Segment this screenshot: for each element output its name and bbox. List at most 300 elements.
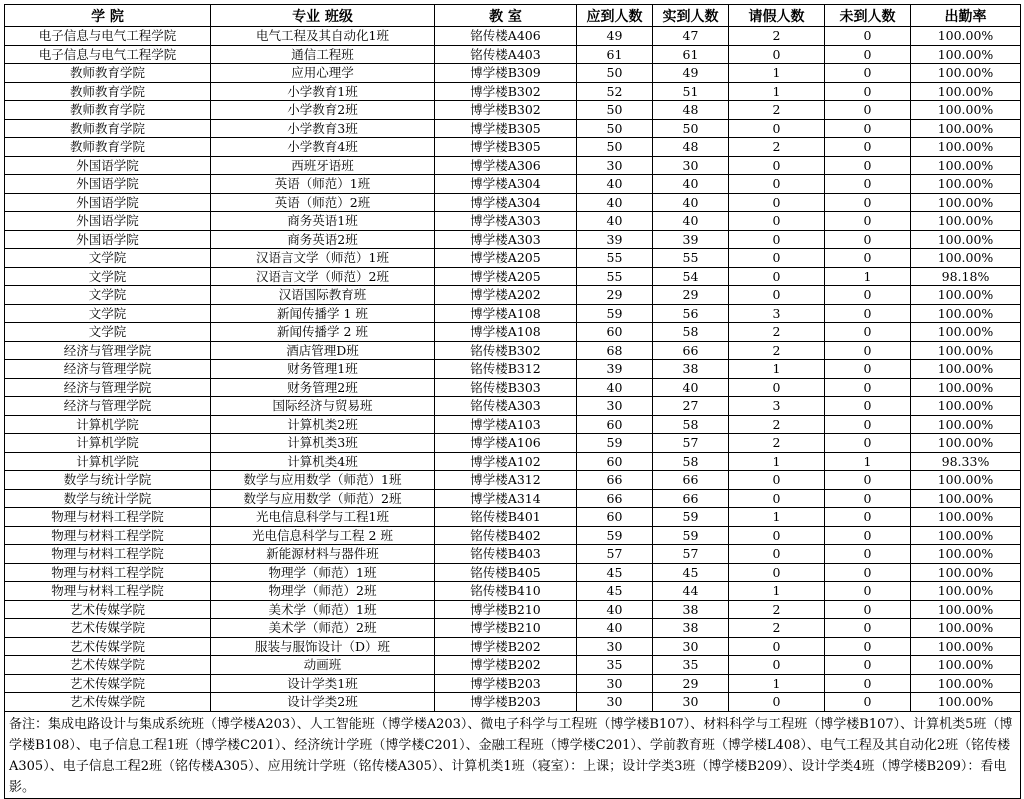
- cell-expected: 35: [577, 656, 653, 675]
- cell-expected: 45: [577, 582, 653, 601]
- cell-leave: 0: [729, 489, 825, 508]
- cell-attendance-rate: 100.00%: [911, 545, 1021, 564]
- cell-attendance-rate: 100.00%: [911, 230, 1021, 249]
- cell-major-class: 服装与服饰设计（D）班: [211, 637, 435, 656]
- cell-classroom: 博学楼B305: [435, 138, 577, 157]
- cell-attendance-rate: 100.00%: [911, 619, 1021, 638]
- cell-classroom: 博学楼A103: [435, 415, 577, 434]
- cell-expected: 59: [577, 526, 653, 545]
- table-row: [5, 64, 1021, 83]
- cell-present: 29: [653, 674, 729, 693]
- cell-leave: 0: [729, 267, 825, 286]
- table-row: [5, 323, 1021, 342]
- header-absent: 未到人数: [825, 5, 911, 27]
- cell-present: 49: [653, 64, 729, 83]
- cell-major-class: 物理学（师范）1班: [211, 563, 435, 582]
- cell-absent: 0: [825, 64, 911, 83]
- cell-expected: 50: [577, 101, 653, 120]
- cell-leave: 0: [729, 545, 825, 564]
- cell-leave: 0: [729, 637, 825, 656]
- table-row: [5, 471, 1021, 490]
- cell-present: 59: [653, 508, 729, 527]
- cell-absent: 0: [825, 415, 911, 434]
- cell-absent: 0: [825, 619, 911, 638]
- cell-college: 教师教育学院: [5, 64, 211, 83]
- table-row: [5, 637, 1021, 656]
- cell-absent: 0: [825, 563, 911, 582]
- cell-major-class: 财务管理1班: [211, 360, 435, 379]
- cell-present: 40: [653, 175, 729, 194]
- cell-college: 物理与材料工程学院: [5, 545, 211, 564]
- cell-major-class: 英语（师范）1班: [211, 175, 435, 194]
- cell-major-class: 商务英语2班: [211, 230, 435, 249]
- cell-major-class: 数学与应用数学（师范）2班: [211, 489, 435, 508]
- cell-leave: 1: [729, 452, 825, 471]
- cell-leave: 0: [729, 563, 825, 582]
- cell-classroom: 博学楼B210: [435, 619, 577, 638]
- cell-classroom: 博学楼A205: [435, 249, 577, 268]
- cell-classroom: 铭传楼B410: [435, 582, 577, 601]
- cell-classroom: 博学楼B202: [435, 637, 577, 656]
- cell-present: 59: [653, 526, 729, 545]
- note-row: [5, 711, 1021, 798]
- cell-leave: 2: [729, 619, 825, 638]
- cell-attendance-rate: 100.00%: [911, 156, 1021, 175]
- cell-present: 39: [653, 230, 729, 249]
- cell-major-class: 设计学类2班: [211, 693, 435, 712]
- cell-major-class: 数学与应用数学（师范）1班: [211, 471, 435, 490]
- cell-classroom: 博学楼B309: [435, 64, 577, 83]
- table-row: [5, 656, 1021, 675]
- cell-leave: 0: [729, 45, 825, 64]
- header-major-class: 专业 班级: [211, 5, 435, 27]
- table-row: [5, 582, 1021, 601]
- cell-leave: 3: [729, 397, 825, 416]
- cell-absent: 0: [825, 471, 911, 490]
- cell-absent: 0: [825, 323, 911, 342]
- cell-leave: 0: [729, 656, 825, 675]
- cell-leave: 2: [729, 415, 825, 434]
- cell-expected: 40: [577, 619, 653, 638]
- cell-absent: 0: [825, 156, 911, 175]
- cell-classroom: 博学楼A108: [435, 323, 577, 342]
- cell-leave: 1: [729, 674, 825, 693]
- cell-leave: 0: [729, 119, 825, 138]
- cell-absent: 0: [825, 249, 911, 268]
- cell-major-class: 物理学（师范）2班: [211, 582, 435, 601]
- cell-classroom: 博学楼B202: [435, 656, 577, 675]
- cell-attendance-rate: 100.00%: [911, 526, 1021, 545]
- cell-expected: 29: [577, 286, 653, 305]
- cell-attendance-rate: 100.00%: [911, 193, 1021, 212]
- cell-college: 经济与管理学院: [5, 397, 211, 416]
- cell-leave: 2: [729, 434, 825, 453]
- cell-present: 30: [653, 693, 729, 712]
- table-row: [5, 341, 1021, 360]
- cell-present: 47: [653, 27, 729, 46]
- cell-classroom: 铭传楼B405: [435, 563, 577, 582]
- cell-present: 61: [653, 45, 729, 64]
- table-row: [5, 508, 1021, 527]
- table-row: [5, 378, 1021, 397]
- table-row: [5, 360, 1021, 379]
- cell-absent: 0: [825, 45, 911, 64]
- cell-classroom: 铭传楼B403: [435, 545, 577, 564]
- cell-classroom: 博学楼A102: [435, 452, 577, 471]
- cell-leave: 0: [729, 175, 825, 194]
- cell-major-class: 电气工程及其自动化1班: [211, 27, 435, 46]
- cell-expected: 50: [577, 138, 653, 157]
- cell-classroom: 博学楼A205: [435, 267, 577, 286]
- cell-major-class: 汉语言文学（师范）1班: [211, 249, 435, 268]
- cell-major-class: 汉语言文学（师范）2班: [211, 267, 435, 286]
- cell-present: 51: [653, 82, 729, 101]
- cell-expected: 45: [577, 563, 653, 582]
- cell-expected: 66: [577, 489, 653, 508]
- cell-leave: 2: [729, 101, 825, 120]
- cell-college: 文学院: [5, 267, 211, 286]
- cell-attendance-rate: 98.33%: [911, 452, 1021, 471]
- cell-leave: 1: [729, 508, 825, 527]
- cell-expected: 40: [577, 378, 653, 397]
- cell-classroom: 博学楼A312: [435, 471, 577, 490]
- cell-classroom: 博学楼A304: [435, 175, 577, 194]
- cell-college: 文学院: [5, 323, 211, 342]
- cell-absent: 0: [825, 138, 911, 157]
- cell-expected: 40: [577, 193, 653, 212]
- cell-attendance-rate: 100.00%: [911, 138, 1021, 157]
- table-row: [5, 27, 1021, 46]
- cell-college: 经济与管理学院: [5, 341, 211, 360]
- cell-major-class: 动画班: [211, 656, 435, 675]
- cell-absent: 0: [825, 378, 911, 397]
- header-classroom: 教 室: [435, 5, 577, 27]
- cell-expected: 30: [577, 156, 653, 175]
- cell-classroom: 博学楼A202: [435, 286, 577, 305]
- cell-college: 外国语学院: [5, 156, 211, 175]
- table-row: [5, 138, 1021, 157]
- cell-absent: 0: [825, 101, 911, 120]
- cell-college: 物理与材料工程学院: [5, 526, 211, 545]
- cell-college: 外国语学院: [5, 230, 211, 249]
- cell-attendance-rate: 100.00%: [911, 360, 1021, 379]
- cell-major-class: 商务英语1班: [211, 212, 435, 231]
- cell-attendance-rate: 100.00%: [911, 82, 1021, 101]
- table-row: [5, 397, 1021, 416]
- table-row: [5, 267, 1021, 286]
- cell-college: 计算机学院: [5, 452, 211, 471]
- cell-absent: 0: [825, 434, 911, 453]
- cell-absent: 0: [825, 674, 911, 693]
- cell-college: 艺术传媒学院: [5, 619, 211, 638]
- cell-classroom: 博学楼A304: [435, 193, 577, 212]
- cell-attendance-rate: 100.00%: [911, 582, 1021, 601]
- cell-absent: 0: [825, 175, 911, 194]
- cell-absent: 0: [825, 27, 911, 46]
- cell-present: 40: [653, 212, 729, 231]
- cell-expected: 39: [577, 360, 653, 379]
- cell-absent: 0: [825, 693, 911, 712]
- cell-expected: 30: [577, 693, 653, 712]
- cell-leave: 0: [729, 156, 825, 175]
- cell-absent: 1: [825, 452, 911, 471]
- cell-leave: 1: [729, 82, 825, 101]
- note-text: 备注：集成电路设计与集成系统班（博学楼A203）、人工智能班（博学楼A203）、微电子科学与工程班（博学楼B107）、材料科学与工程班（博学楼B107）、计算机类5班（博学楼B108）、电子信息工程1班（博学楼C201）、经济统计学班（博学楼C201）、金融工程班（博学楼C201）、学前教育班（博学楼L408）、电气工程及其自动化2班（铭传楼A305）、电子信息工程2班（铭传楼A305）、应用统计学班（铭传楼A305）、计算机类1班（寝室）：上课；设计学类3班（博学楼B209）、设计学类4班（博学楼B209）：看电影。: [5, 711, 1021, 798]
- cell-attendance-rate: 100.00%: [911, 656, 1021, 675]
- cell-absent: 0: [825, 230, 911, 249]
- cell-college: 教师教育学院: [5, 101, 211, 120]
- header-expected: 应到人数: [577, 5, 653, 27]
- cell-college: 物理与材料工程学院: [5, 582, 211, 601]
- cell-attendance-rate: 100.00%: [911, 674, 1021, 693]
- cell-attendance-rate: 98.18%: [911, 267, 1021, 286]
- header-row: [5, 5, 1021, 27]
- cell-college: 艺术传媒学院: [5, 693, 211, 712]
- cell-expected: 50: [577, 64, 653, 83]
- cell-expected: 55: [577, 249, 653, 268]
- table-row: [5, 693, 1021, 712]
- table-row: [5, 563, 1021, 582]
- cell-classroom: 博学楼B305: [435, 119, 577, 138]
- table-row: [5, 249, 1021, 268]
- cell-expected: 40: [577, 175, 653, 194]
- cell-major-class: 通信工程班: [211, 45, 435, 64]
- cell-major-class: 计算机类3班: [211, 434, 435, 453]
- cell-present: 30: [653, 156, 729, 175]
- cell-classroom: 博学楼B203: [435, 674, 577, 693]
- cell-attendance-rate: 100.00%: [911, 563, 1021, 582]
- cell-leave: 0: [729, 286, 825, 305]
- cell-leave: 0: [729, 193, 825, 212]
- cell-expected: 30: [577, 637, 653, 656]
- cell-expected: 66: [577, 471, 653, 490]
- table-row: [5, 212, 1021, 231]
- table-row: [5, 45, 1021, 64]
- table-row: [5, 304, 1021, 323]
- table-row: [5, 101, 1021, 120]
- cell-major-class: 新能源材料与器件班: [211, 545, 435, 564]
- cell-present: 38: [653, 600, 729, 619]
- cell-present: 40: [653, 378, 729, 397]
- cell-expected: 49: [577, 27, 653, 46]
- cell-classroom: 铭传楼B302: [435, 341, 577, 360]
- cell-attendance-rate: 100.00%: [911, 489, 1021, 508]
- cell-present: 27: [653, 397, 729, 416]
- cell-expected: 59: [577, 434, 653, 453]
- cell-classroom: 博学楼B210: [435, 600, 577, 619]
- cell-classroom: 博学楼B203: [435, 693, 577, 712]
- cell-college: 数学与统计学院: [5, 471, 211, 490]
- cell-college: 艺术传媒学院: [5, 637, 211, 656]
- cell-classroom: 博学楼A303: [435, 212, 577, 231]
- cell-attendance-rate: 100.00%: [911, 434, 1021, 453]
- cell-attendance-rate: 100.00%: [911, 64, 1021, 83]
- cell-major-class: 应用心理学: [211, 64, 435, 83]
- cell-classroom: 铭传楼A403: [435, 45, 577, 64]
- cell-expected: 61: [577, 45, 653, 64]
- cell-attendance-rate: 100.00%: [911, 249, 1021, 268]
- cell-major-class: 美术学（师范）2班: [211, 619, 435, 638]
- cell-leave: 0: [729, 249, 825, 268]
- cell-present: 44: [653, 582, 729, 601]
- cell-major-class: 小学教育2班: [211, 101, 435, 120]
- cell-college: 数学与统计学院: [5, 489, 211, 508]
- cell-present: 55: [653, 249, 729, 268]
- cell-absent: 0: [825, 193, 911, 212]
- table-row: [5, 674, 1021, 693]
- cell-major-class: 英语（师范）2班: [211, 193, 435, 212]
- cell-major-class: 美术学（师范）1班: [211, 600, 435, 619]
- cell-present: 48: [653, 101, 729, 120]
- cell-college: 艺术传媒学院: [5, 674, 211, 693]
- cell-classroom: 博学楼B302: [435, 101, 577, 120]
- cell-leave: 2: [729, 600, 825, 619]
- cell-classroom: 铭传楼B312: [435, 360, 577, 379]
- attendance-sheet: [4, 4, 1020, 799]
- header-college: 学 院: [5, 5, 211, 27]
- cell-absent: 0: [825, 360, 911, 379]
- cell-attendance-rate: 100.00%: [911, 286, 1021, 305]
- cell-present: 48: [653, 138, 729, 157]
- cell-major-class: 新闻传播学 1 班: [211, 304, 435, 323]
- cell-major-class: 酒店管理D班: [211, 341, 435, 360]
- cell-leave: 3: [729, 304, 825, 323]
- cell-absent: 0: [825, 637, 911, 656]
- cell-expected: 68: [577, 341, 653, 360]
- cell-present: 30: [653, 637, 729, 656]
- cell-college: 经济与管理学院: [5, 360, 211, 379]
- cell-attendance-rate: 100.00%: [911, 378, 1021, 397]
- cell-absent: 1: [825, 267, 911, 286]
- cell-expected: 39: [577, 230, 653, 249]
- cell-expected: 60: [577, 452, 653, 471]
- cell-present: 57: [653, 545, 729, 564]
- cell-present: 50: [653, 119, 729, 138]
- cell-expected: 57: [577, 545, 653, 564]
- cell-major-class: 新闻传播学 2 班: [211, 323, 435, 342]
- cell-present: 45: [653, 563, 729, 582]
- cell-present: 58: [653, 415, 729, 434]
- cell-major-class: 小学教育3班: [211, 119, 435, 138]
- cell-college: 文学院: [5, 304, 211, 323]
- cell-absent: 0: [825, 545, 911, 564]
- cell-attendance-rate: 100.00%: [911, 693, 1021, 712]
- cell-present: 66: [653, 341, 729, 360]
- cell-classroom: 铭传楼B401: [435, 508, 577, 527]
- table-row: [5, 193, 1021, 212]
- cell-present: 35: [653, 656, 729, 675]
- cell-major-class: 小学教育1班: [211, 82, 435, 101]
- table-body: [5, 27, 1021, 712]
- table-row: [5, 415, 1021, 434]
- cell-major-class: 汉语国际教育班: [211, 286, 435, 305]
- cell-expected: 40: [577, 212, 653, 231]
- cell-expected: 60: [577, 415, 653, 434]
- cell-leave: 0: [729, 693, 825, 712]
- cell-attendance-rate: 100.00%: [911, 471, 1021, 490]
- cell-college: 外国语学院: [5, 175, 211, 194]
- cell-attendance-rate: 100.00%: [911, 212, 1021, 231]
- cell-present: 40: [653, 193, 729, 212]
- cell-attendance-rate: 100.00%: [911, 397, 1021, 416]
- cell-classroom: 博学楼A108: [435, 304, 577, 323]
- header-attendance-rate: 出勤率: [911, 5, 1021, 27]
- cell-leave: 0: [729, 212, 825, 231]
- cell-present: 58: [653, 323, 729, 342]
- cell-present: 29: [653, 286, 729, 305]
- cell-classroom: 铭传楼B402: [435, 526, 577, 545]
- cell-major-class: 光电信息科学与工程1班: [211, 508, 435, 527]
- cell-major-class: 财务管理2班: [211, 378, 435, 397]
- cell-absent: 0: [825, 656, 911, 675]
- cell-absent: 0: [825, 212, 911, 231]
- cell-absent: 0: [825, 286, 911, 305]
- cell-absent: 0: [825, 600, 911, 619]
- cell-absent: 0: [825, 489, 911, 508]
- cell-classroom: 铭传楼A406: [435, 27, 577, 46]
- cell-college: 教师教育学院: [5, 82, 211, 101]
- cell-expected: 30: [577, 674, 653, 693]
- cell-expected: 60: [577, 508, 653, 527]
- cell-college: 艺术传媒学院: [5, 600, 211, 619]
- table-row: [5, 489, 1021, 508]
- cell-attendance-rate: 100.00%: [911, 27, 1021, 46]
- cell-leave: 2: [729, 138, 825, 157]
- cell-college: 艺术传媒学院: [5, 656, 211, 675]
- cell-leave: 2: [729, 341, 825, 360]
- cell-classroom: 博学楼B302: [435, 82, 577, 101]
- cell-attendance-rate: 100.00%: [911, 341, 1021, 360]
- cell-major-class: 光电信息科学与工程 2 班: [211, 526, 435, 545]
- cell-present: 56: [653, 304, 729, 323]
- table-row: [5, 434, 1021, 453]
- cell-leave: 1: [729, 582, 825, 601]
- cell-expected: 52: [577, 82, 653, 101]
- cell-attendance-rate: 100.00%: [911, 415, 1021, 434]
- cell-present: 66: [653, 489, 729, 508]
- cell-classroom: 博学楼A314: [435, 489, 577, 508]
- cell-leave: 1: [729, 360, 825, 379]
- cell-major-class: 西班牙语班: [211, 156, 435, 175]
- cell-college: 物理与材料工程学院: [5, 563, 211, 582]
- cell-expected: 40: [577, 600, 653, 619]
- cell-expected: 50: [577, 119, 653, 138]
- cell-present: 66: [653, 471, 729, 490]
- cell-leave: 1: [729, 64, 825, 83]
- attendance-table: [4, 4, 1021, 799]
- cell-classroom: 博学楼A106: [435, 434, 577, 453]
- cell-leave: 0: [729, 526, 825, 545]
- cell-classroom: 铭传楼A303: [435, 397, 577, 416]
- cell-college: 物理与材料工程学院: [5, 508, 211, 527]
- cell-expected: 60: [577, 323, 653, 342]
- cell-attendance-rate: 100.00%: [911, 119, 1021, 138]
- cell-attendance-rate: 100.00%: [911, 600, 1021, 619]
- cell-college: 文学院: [5, 286, 211, 305]
- cell-major-class: 国际经济与贸易班: [211, 397, 435, 416]
- cell-leave: 2: [729, 27, 825, 46]
- cell-college: 外国语学院: [5, 193, 211, 212]
- cell-leave: 0: [729, 471, 825, 490]
- cell-present: 57: [653, 434, 729, 453]
- cell-leave: 0: [729, 378, 825, 397]
- cell-major-class: 计算机类4班: [211, 452, 435, 471]
- table-row: [5, 600, 1021, 619]
- cell-classroom: 博学楼A303: [435, 230, 577, 249]
- cell-attendance-rate: 100.00%: [911, 45, 1021, 64]
- cell-present: 54: [653, 267, 729, 286]
- table-row: [5, 619, 1021, 638]
